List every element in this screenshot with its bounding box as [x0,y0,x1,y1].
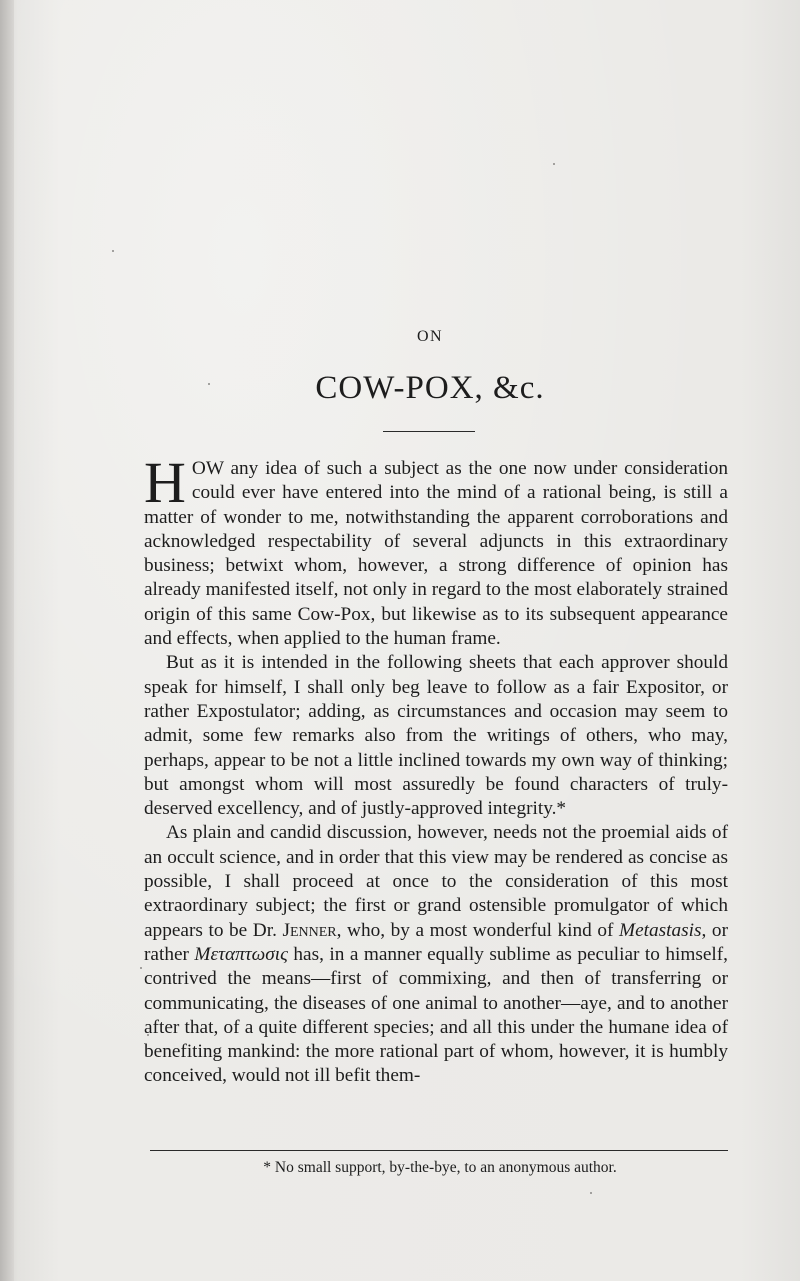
body-text [144,450,728,1089]
term-metastasis: Metastasis [619,919,702,941]
footnote-rule [150,1150,728,1151]
author-name-jenner: Jenner [282,919,337,941]
heading-on: ON [416,328,444,345]
paragraph-2 [144,651,728,821]
paragraph-3-text-d: has, in a manner equally sublime as peculiar to himself, contrived the means—first of commixing, and then of transferring or communicating, the diseases of one animal to another—aye, and to another after that, of a quite different species; and all this under the humane idea of benefiting mankind: the more rational part of whom, however, it is humbly conceived, would not ill befit them- [144,943,728,1087]
title-rule [383,431,475,432]
paragraph-3 [144,821,728,1088]
paper-speck [590,1192,592,1194]
paragraph-1-text: OW any idea of such a subject as the one now under consideration could ever have entered into the mind of a rational being, is still a matter of wonder to me, notwithstanding the apparent corroborations and acknowledged respectability of several adjuncts in this extraordinary business; betwixt whom, however, a strong difference of opinion has already manifested itself, not only in regard to the most elaborately strained origin of this same Cow-Pox, but likewise as to its subsequent appearance and effects, when applied to the human frame. [144,458,728,650]
paragraph-3-text-a: As plain and candid discussion, however, needs not the proemial aids of an occult science, and in order that this view may be rendered as concise as possible, I shall proceed at once to the consideration of this most extraordinary subject; the first or grand ostensible promulgator of which appears to be Dr. [144,822,728,941]
paragraph-2-text: But as it is intended in the following sheets that each approver should speak for himself, I shall only beg leave to follow as a fair Expositor, or rather Expostulator; adding, as circumstances and occasion may seem to admit, some few remarks also from the writings of others, who may, perhaps, appear to be not a little inclined towards my own way of thinking; but amongst whom will most assuredly be found characters of truly-deserved excellency, and of justly-approved integrity.* [144,652,728,820]
footnote: * No small support, by-the-bye, to an anonymous author. [263,1159,617,1176]
page-gutter [0,0,14,1281]
page-title: COW-POX, &c. [315,370,545,406]
paper-speck [112,250,114,252]
paragraph-3-text-b: , who, by a most wonderful kind of [336,919,620,941]
drop-cap: H [144,450,186,515]
greek-term: Μεταπτωσις [194,943,288,965]
paper-speck [140,967,142,969]
paper-speck [553,163,555,165]
paragraph-1 [144,450,728,651]
paragraph-3-text-c: , or rather [144,919,728,965]
